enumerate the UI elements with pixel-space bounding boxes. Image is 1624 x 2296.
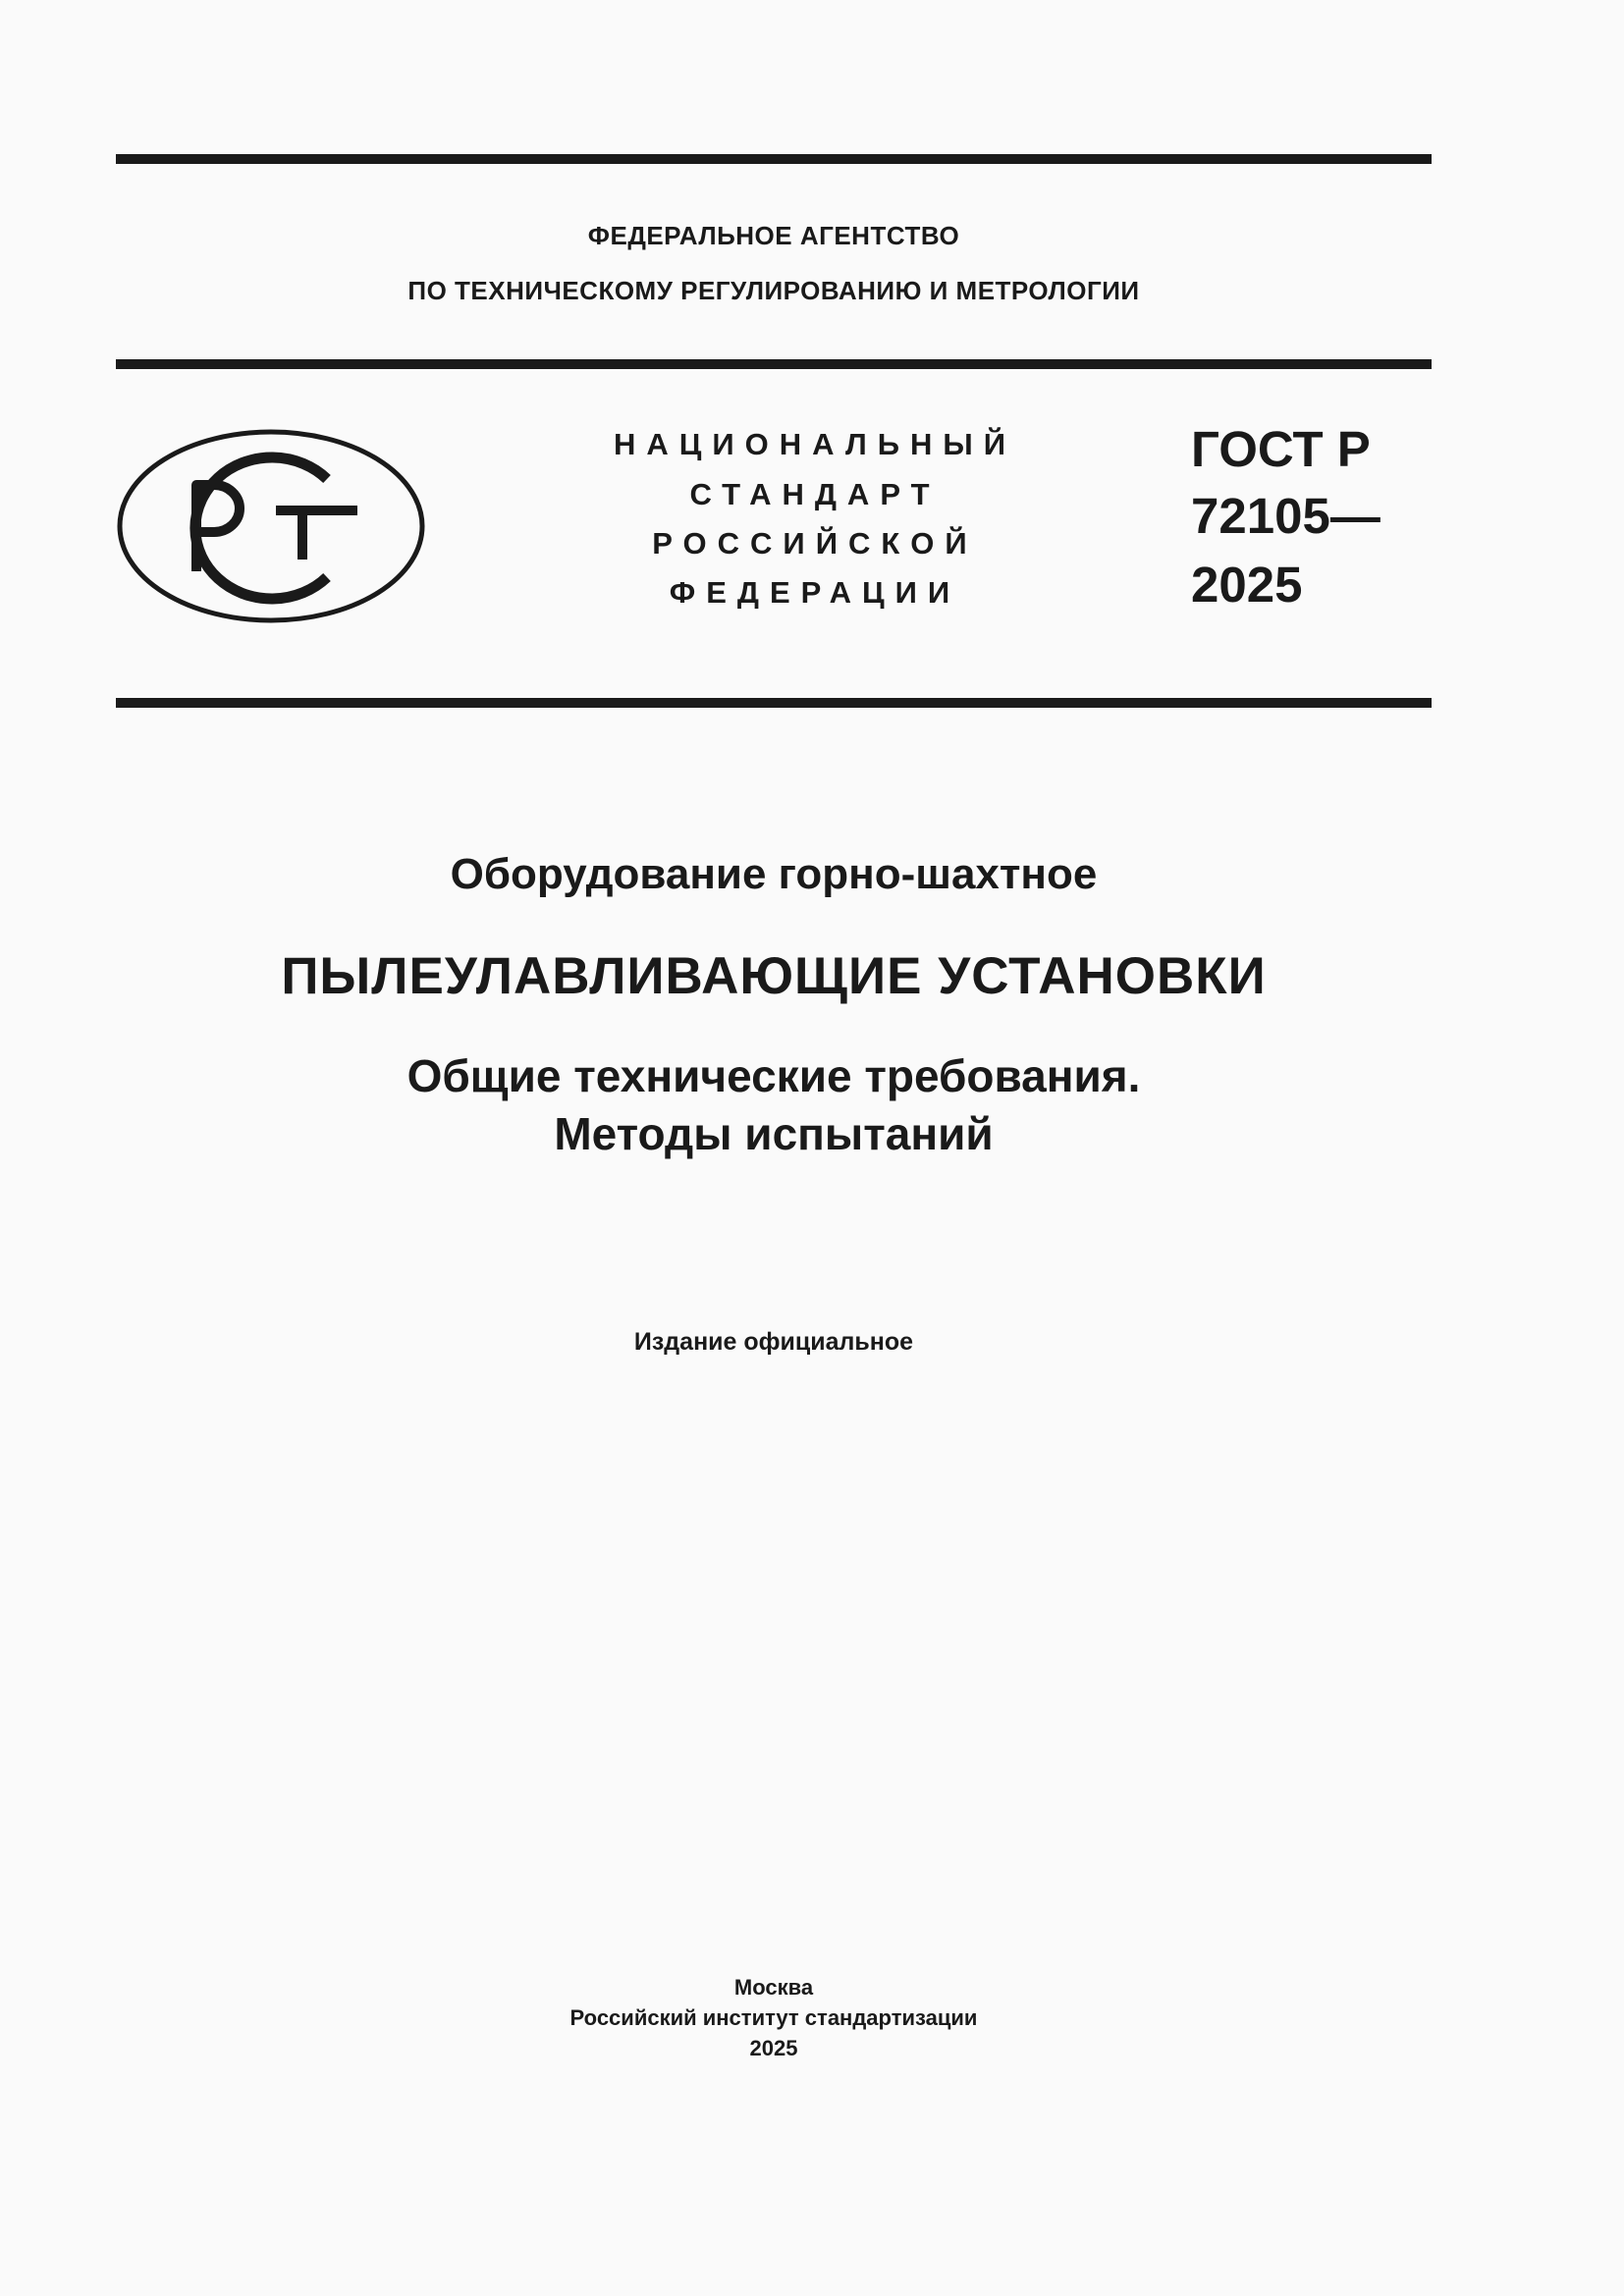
national-standard-line3: РОССИЙСКОЙ <box>652 526 978 561</box>
national-standard-line4: ФЕДЕРАЦИИ <box>669 575 961 610</box>
document-subtitle-line1: Общие технические требования. <box>406 1050 1141 1101</box>
gost-designation-line1: ГОСТ Р <box>1191 421 1371 477</box>
publisher-organization: Российский институт стандартизации <box>569 2005 978 2030</box>
document-title: ПЫЛЕУЛАВЛИВАЮЩИЕ УСТАНОВКИ <box>281 947 1267 1005</box>
bottom-divider <box>116 698 1432 708</box>
national-standard-line2: СТАНДАРТ <box>689 477 941 511</box>
document-subtitle-line2: Методы испытаний <box>554 1108 994 1159</box>
gost-designation-line3: 2025 <box>1191 557 1303 613</box>
top-divider <box>116 154 1432 164</box>
gost-designation-line2: 72105— <box>1191 488 1380 544</box>
agency-name-line1: ФЕДЕРАЛЬНОЕ АГЕНТСТВО <box>587 221 960 250</box>
publisher-city: Москва <box>733 1975 814 2000</box>
document-category: Оборудование горно-шахтное <box>450 850 1098 898</box>
middle-divider <box>116 359 1432 369</box>
national-standard-line1: НАЦИОНАЛЬНЫЙ <box>613 427 1017 461</box>
gost-r-logo-icon <box>116 428 426 624</box>
publication-year: 2025 <box>749 2036 798 2060</box>
edition-note: Издание официальное <box>633 1328 914 1356</box>
agency-name-line2: ПО ТЕХНИЧЕСКОМУ РЕГУЛИРОВАНИЮ И МЕТРОЛОГИИ <box>407 276 1140 305</box>
